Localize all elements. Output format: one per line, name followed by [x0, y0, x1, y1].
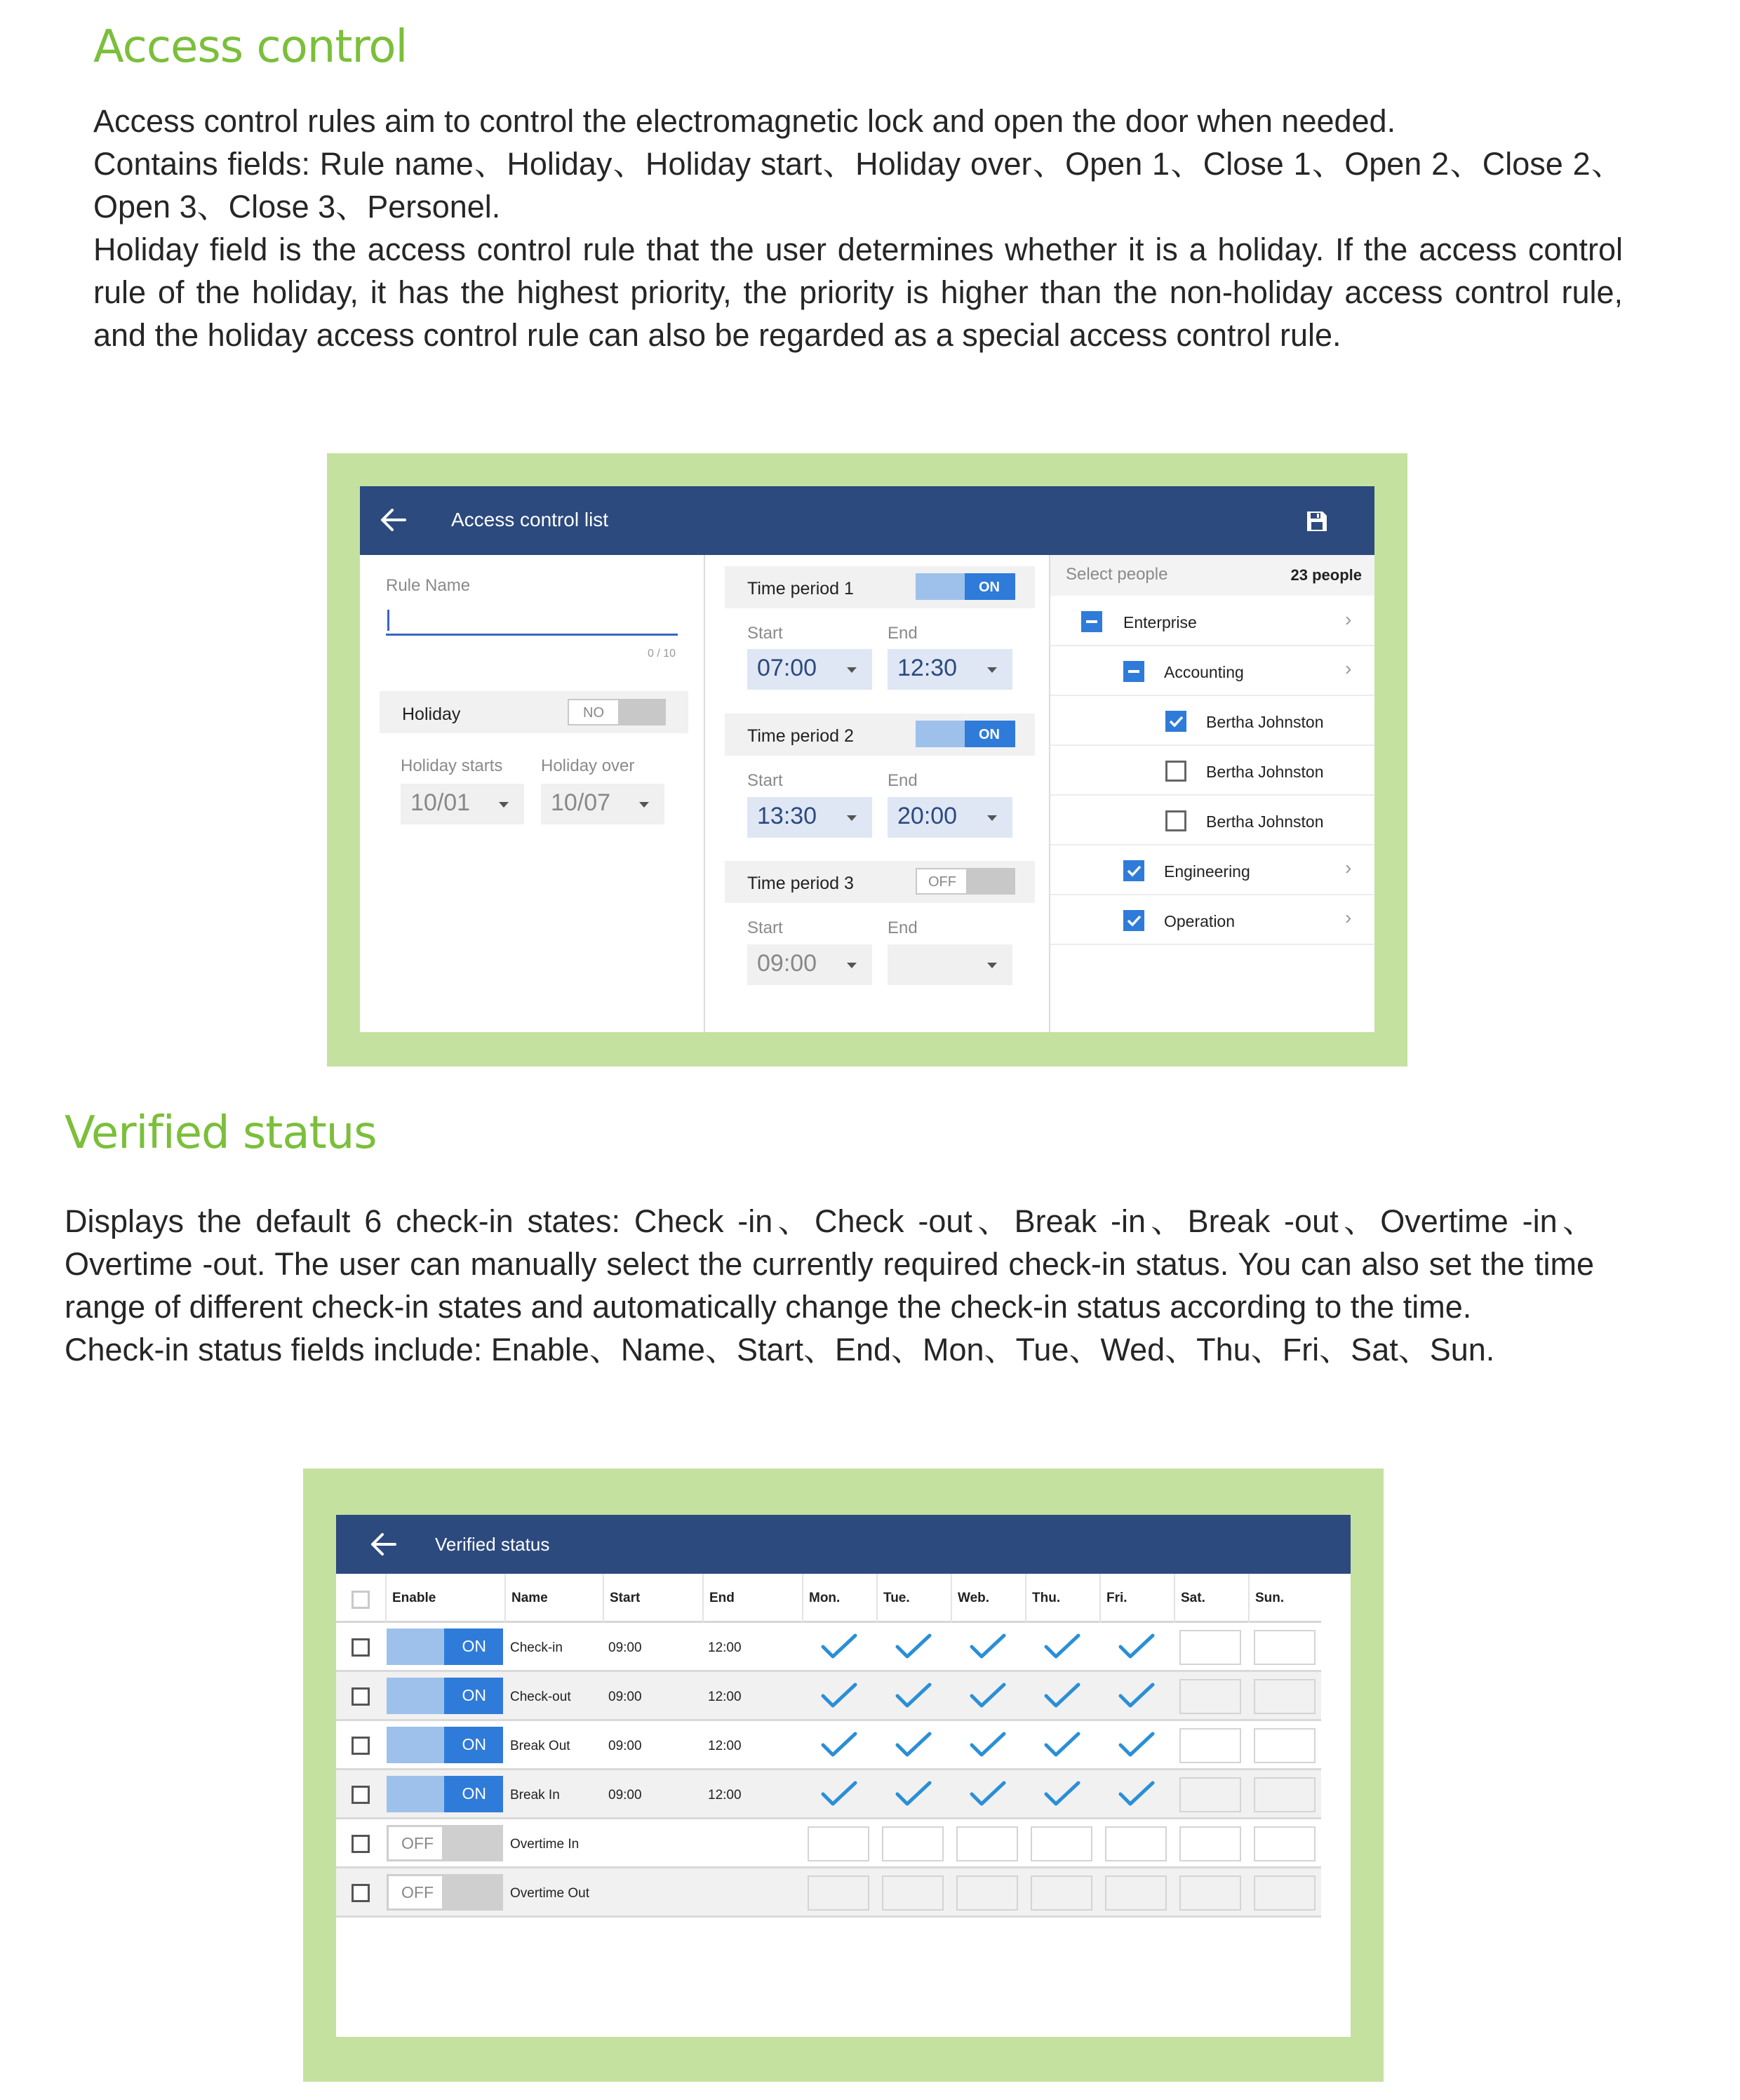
text-cursor [387, 610, 389, 631]
divider [1050, 695, 1374, 696]
day-empty-box[interactable] [956, 1826, 1018, 1861]
row-name: Overtime Out [510, 1886, 589, 1901]
day-empty-box[interactable] [1031, 1875, 1092, 1911]
time-period-2-state: ON [979, 727, 1000, 742]
enable-toggle[interactable] [387, 1678, 503, 1714]
enable-toggle-label: ON [462, 1784, 486, 1803]
page-title: Verified status [435, 1534, 550, 1555]
row-name: Break In [510, 1788, 560, 1803]
tree-item-enterprise[interactable]: Enterprise [1123, 613, 1197, 631]
page-title: Access control list [451, 509, 609, 530]
day-empty-box[interactable] [1254, 1679, 1316, 1714]
day-empty-box[interactable] [808, 1826, 869, 1861]
day-checkmark-icon[interactable] [969, 1731, 1007, 1759]
dropdown-caret-icon [987, 815, 997, 821]
column-header-end: End [709, 1591, 735, 1605]
time-period-3-label: Time period 3 [747, 874, 854, 893]
row-start: 09:00 [608, 1788, 642, 1803]
access-control-list-window [360, 486, 1374, 1032]
chevron-right-icon[interactable]: › [1345, 608, 1352, 630]
day-checkmark-icon[interactable] [1118, 1731, 1156, 1759]
row-name: Break Out [510, 1739, 570, 1753]
day-checkmark-icon[interactable] [1118, 1633, 1156, 1661]
operation-checkbox[interactable] [1123, 910, 1144, 931]
tree-item-accounting[interactable]: Accounting [1164, 663, 1244, 681]
dropdown-caret-icon [847, 815, 857, 821]
day-checkmark-icon[interactable] [895, 1633, 932, 1661]
rule-name-input[interactable] [386, 606, 678, 636]
divider [1050, 645, 1374, 646]
day-empty-box[interactable] [956, 1875, 1018, 1911]
column-header-fri: Fri. [1106, 1591, 1127, 1605]
chevron-right-icon[interactable]: › [1345, 657, 1352, 679]
holiday-starts-select[interactable] [401, 784, 524, 824]
select-people-header [1050, 555, 1374, 596]
select-all-checkbox[interactable] [352, 1591, 370, 1609]
enable-toggle-label: OFF [401, 1883, 434, 1901]
holiday-starts-value: 10/01 [410, 789, 471, 816]
day-checkmark-icon[interactable] [820, 1780, 858, 1808]
row-start: 09:00 [608, 1690, 642, 1704]
people-count: 23 people [1290, 566, 1362, 584]
day-checkmark-icon[interactable] [895, 1780, 932, 1808]
row-checkbox[interactable] [352, 1835, 370, 1853]
appbar [336, 1515, 1351, 1574]
day-empty-box[interactable] [1179, 1826, 1241, 1861]
divider [1050, 894, 1374, 895]
day-checkmark-icon[interactable] [1118, 1780, 1156, 1808]
day-checkmark-icon[interactable] [1118, 1682, 1156, 1710]
enable-toggle[interactable] [387, 1727, 503, 1763]
row-end: 12:00 [708, 1788, 742, 1803]
day-checkmark-icon[interactable] [969, 1682, 1007, 1710]
verified-status-table [336, 1574, 1321, 1977]
back-arrow-icon[interactable] [370, 1532, 398, 1557]
tree-item-engineering[interactable]: Engineering [1164, 862, 1250, 881]
holiday-starts-label: Holiday starts [401, 756, 503, 775]
row-checkbox[interactable] [352, 1737, 370, 1755]
day-empty-box[interactable] [1179, 1630, 1241, 1665]
end-label: End [888, 918, 918, 937]
time-period-2-end-value: 20:00 [897, 803, 958, 829]
column-header-thu: Thu. [1032, 1591, 1061, 1605]
access-p2: Contains fields: Rule name、Holiday、Holiday start、Holiday over、Open 1、Close 1、Open 2、Close 2、Open 3、Close 3、Personel. [93, 146, 1623, 225]
bertha-johnston-3-checkbox[interactable] [1165, 810, 1186, 831]
dropdown-caret-icon [847, 667, 857, 673]
day-empty-box[interactable] [1179, 1679, 1241, 1714]
day-empty-box[interactable] [882, 1826, 944, 1861]
enable-toggle[interactable] [387, 1874, 503, 1911]
day-empty-box[interactable] [1105, 1875, 1167, 1911]
day-checkmark-icon[interactable] [969, 1633, 1007, 1661]
tree-item-bertha-johnston-1[interactable]: Bertha Johnston [1206, 713, 1324, 731]
column-header-sat: Sat. [1181, 1591, 1205, 1605]
toggle-knob [442, 1876, 501, 1908]
column-header-enable: Enable [392, 1591, 436, 1605]
day-empty-box[interactable] [1179, 1728, 1241, 1763]
day-empty-box[interactable] [1105, 1826, 1167, 1861]
column-header-start: Start [610, 1591, 641, 1605]
access-p3: Holiday field is the access control rule that the user determines whether it is a holiday. If the access control rule of the holiday, it has the highest priority, the priority is higher than the non-holiday access control rule, and the holiday access control rule can also be regarded as a special access control rule. [93, 232, 1623, 353]
day-checkmark-icon[interactable] [820, 1731, 858, 1759]
time-period-1-end-select[interactable] [888, 649, 1012, 690]
time-period-2-toggle[interactable] [916, 721, 1015, 747]
divider [1050, 844, 1374, 845]
engineering-checkbox[interactable] [1123, 860, 1144, 881]
day-checkmark-icon[interactable] [895, 1682, 932, 1710]
chevron-right-icon[interactable]: › [1345, 907, 1352, 928]
column-divider [704, 555, 705, 1032]
day-empty-box[interactable] [808, 1875, 869, 1911]
day-empty-box[interactable] [1254, 1826, 1316, 1861]
day-checkmark-icon[interactable] [1043, 1682, 1081, 1710]
dropdown-caret-icon [847, 963, 857, 968]
column-header-name: Name [511, 1591, 548, 1605]
day-empty-box[interactable] [882, 1875, 944, 1911]
time-period-3-start-select[interactable] [747, 944, 872, 985]
dropdown-caret-icon [987, 667, 997, 673]
day-empty-box[interactable] [1254, 1630, 1316, 1665]
chevron-right-icon[interactable]: › [1345, 857, 1352, 878]
enable-toggle-label: ON [462, 1686, 486, 1704]
checkmark-icon [1167, 713, 1184, 730]
time-period-1-toggle[interactable] [916, 573, 1015, 600]
tree-item-operation[interactable]: Operation [1164, 912, 1236, 930]
time-period-2-start-value: 13:30 [757, 803, 817, 829]
section-heading-access-control: Access control [93, 21, 408, 73]
day-checkmark-icon[interactable] [895, 1731, 932, 1759]
enable-toggle[interactable] [387, 1776, 503, 1812]
time-period-3-toggle[interactable] [916, 868, 1015, 895]
dropdown-caret-icon [499, 802, 509, 808]
row-checkbox[interactable] [352, 1638, 370, 1657]
end-label: End [888, 624, 918, 643]
access-control-screenshot-frame [327, 453, 1407, 1066]
verified-p2: Check-in status fields include: Enable、Name、Start、End、Mon、Tue、Wed、Thu、Fri、Sat、Sun. [65, 1332, 1495, 1367]
enterprise-checkbox[interactable] [1081, 611, 1102, 632]
verified-p1: Displays the default 6 check-in states: Check -in、Check -out、Break -in、Break -out、Overtime -in、Overtime -out. The user can manually select the currently required check-in status. You can also set the time range of different check-in states and automatically change the check-in status according to the time. [65, 1203, 1594, 1325]
holiday-label: Holiday [402, 704, 461, 724]
day-checkmark-icon[interactable] [820, 1682, 858, 1710]
select-people-label: Select people [1066, 565, 1168, 584]
day-empty-box[interactable] [1254, 1777, 1316, 1812]
row-name: Check-out [510, 1690, 571, 1704]
appbar [360, 486, 1374, 555]
enable-toggle-label: ON [462, 1735, 486, 1753]
rule-name-label: Rule Name [386, 576, 471, 595]
row-name: Check-in [510, 1640, 563, 1655]
time-period-3-state: OFF [928, 874, 956, 890]
day-checkmark-icon[interactable] [1043, 1780, 1081, 1808]
enable-toggle[interactable] [387, 1628, 503, 1665]
row-end: 12:00 [708, 1739, 742, 1753]
row-checkbox[interactable] [352, 1786, 370, 1804]
time-period-2-start-select[interactable] [747, 797, 872, 838]
day-checkmark-icon[interactable] [820, 1633, 858, 1661]
day-empty-box[interactable] [1179, 1777, 1241, 1812]
day-empty-box[interactable] [1254, 1728, 1316, 1763]
row-checkbox[interactable] [352, 1884, 370, 1902]
end-label: End [888, 771, 918, 790]
enable-toggle[interactable] [387, 1825, 503, 1861]
time-period-1-start-value: 07:00 [757, 655, 817, 681]
column-header-sun: Sun. [1255, 1591, 1285, 1605]
day-checkmark-icon[interactable] [1043, 1633, 1081, 1661]
column-header-mon: Mon. [809, 1591, 841, 1605]
time-period-1-start-select[interactable] [747, 649, 872, 690]
day-checkmark-icon[interactable] [1043, 1731, 1081, 1759]
accounting-checkbox[interactable] [1123, 661, 1144, 682]
day-checkmark-icon[interactable] [969, 1780, 1007, 1808]
back-arrow-icon[interactable] [380, 507, 408, 533]
divider [1050, 794, 1374, 796]
time-period-1-end-value: 12:30 [897, 655, 958, 681]
row-name: Overtime In [510, 1837, 580, 1852]
day-empty-box[interactable] [1254, 1875, 1316, 1911]
toggle-knob [442, 1827, 501, 1859]
enable-toggle-label: ON [462, 1637, 486, 1655]
start-label: Start [747, 771, 783, 790]
start-label: Start [747, 918, 783, 937]
time-period-3-start-value: 09:00 [757, 950, 817, 977]
verified-status-screenshot-frame [303, 1469, 1384, 2082]
section-heading-verified-status: Verified status [65, 1107, 377, 1159]
bertha-johnston-1-checkbox[interactable] [1165, 711, 1186, 732]
tree-item-bertha-johnston-2[interactable]: Bertha Johnston [1206, 763, 1324, 781]
dropdown-caret-icon [987, 963, 997, 968]
start-label: Start [747, 624, 783, 643]
time-period-3-end-select[interactable] [888, 944, 1012, 985]
row-end: 12:00 [708, 1640, 742, 1655]
access-control-description [93, 100, 1623, 356]
holiday-over-value: 10/07 [551, 789, 611, 816]
holiday-over-select[interactable] [541, 784, 664, 824]
divider [1050, 744, 1374, 746]
row-start: 09:00 [608, 1739, 642, 1753]
time-period-1-state: ON [979, 580, 1000, 595]
holiday-toggle[interactable] [568, 699, 666, 725]
access-p1: Access control rules aim to control the electromagnetic lock and open the door when needed. [93, 103, 1396, 139]
holiday-toggle-state: NO [583, 705, 604, 721]
row-end: 12:00 [708, 1690, 742, 1704]
char-counter: 0 / 10 [648, 648, 676, 660]
time-period-2-end-select[interactable] [888, 797, 1012, 838]
holiday-over-label: Holiday over [541, 756, 635, 775]
verified-status-description [65, 1200, 1594, 1371]
day-empty-box[interactable] [1031, 1826, 1092, 1861]
save-icon[interactable] [1306, 510, 1328, 533]
enable-toggle-label: OFF [401, 1834, 434, 1852]
divider [1050, 944, 1374, 945]
dropdown-caret-icon [639, 802, 649, 808]
time-period-2-label: Time period 2 [747, 726, 854, 746]
bertha-johnston-2-checkbox[interactable] [1165, 761, 1186, 782]
row-checkbox[interactable] [352, 1687, 370, 1706]
tree-item-bertha-johnston-3[interactable]: Bertha Johnston [1206, 812, 1324, 831]
column-header-tue: Tue. [883, 1591, 910, 1605]
column-header-web: Web. [958, 1591, 990, 1605]
checkmark-icon [1125, 862, 1142, 879]
people-tree [1050, 596, 1374, 989]
checkmark-icon [1125, 912, 1142, 929]
row-start: 09:00 [608, 1640, 642, 1655]
day-empty-box[interactable] [1179, 1875, 1241, 1911]
time-period-1-label: Time period 1 [747, 579, 854, 598]
verified-status-window [336, 1515, 1351, 2037]
